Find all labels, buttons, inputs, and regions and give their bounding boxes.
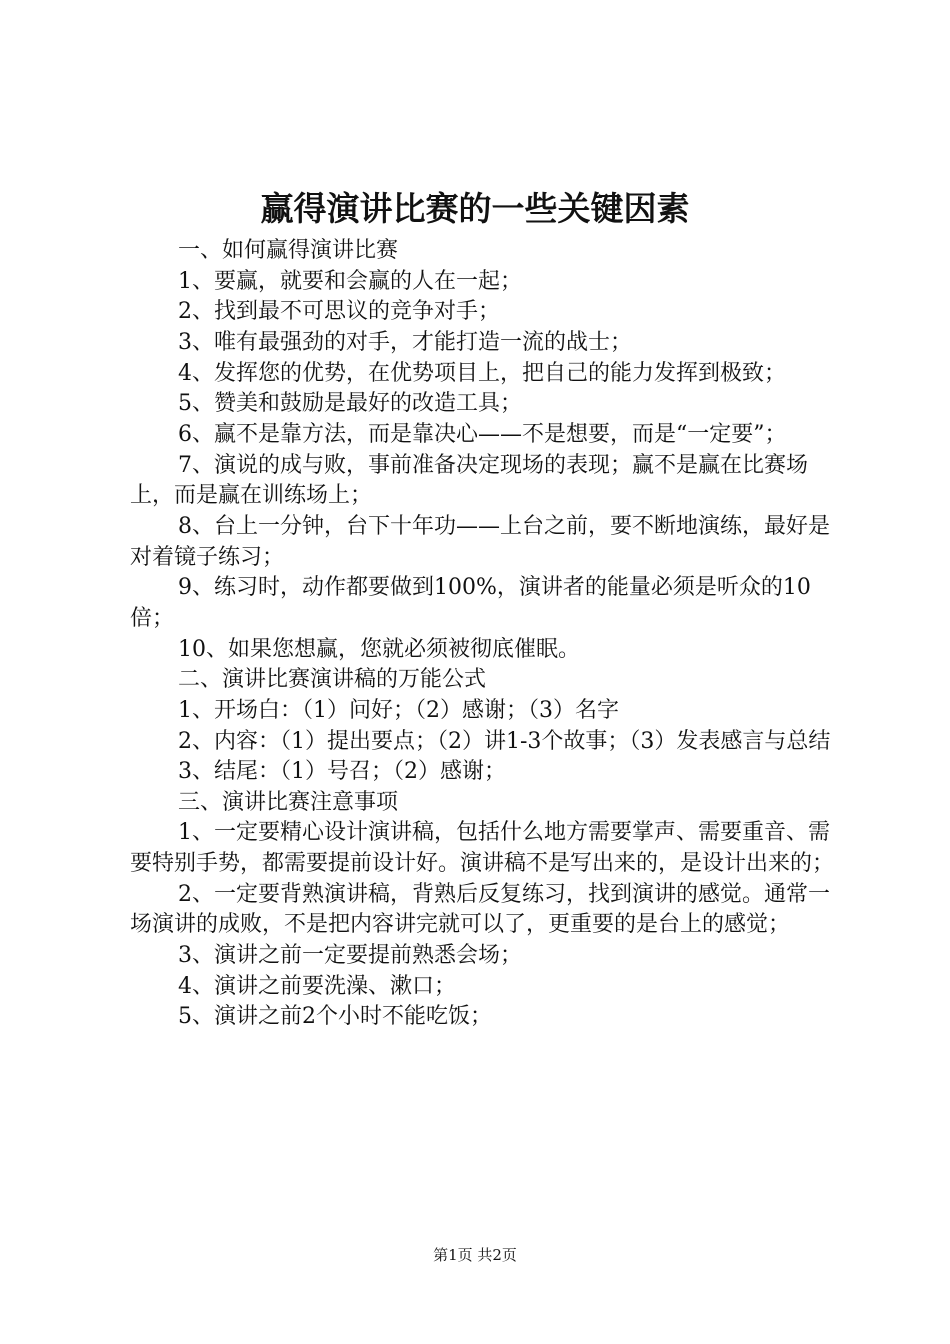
paragraph: 3、唯有最强劲的对手，才能打造一流的战士； [178,329,632,355]
paragraph: 2、一定要背熟演讲稿，背熟后反复练习，找到演讲的感觉。通常一场演讲的成败，不是把内容讲完就可以了，更重要的是台上的感觉； [130,881,830,938]
paragraph: 3、结尾：（1）号召；（2）感谢； [178,759,506,785]
section-heading-1: 一、如何赢得演讲比赛 [178,238,399,263]
paragraph: 1、一定要精心设计演讲稿，包括什么地方需要掌声、需要重音、需要特别手势，都需要提前设计好。演讲稿不是写出来的，是设计出来的； [130,820,835,877]
page-footer: 第1页 共2页 [433,1246,517,1264]
section-heading-2: 二、演讲比赛演讲稿的万能公式 [178,667,487,693]
paragraph: 2、找到最不可思议的竞争对手； [178,299,500,325]
paragraph: 4、发挥您的优势，在优势项目上，把自己的能力发挥到极致； [178,360,786,386]
paragraph: 7、演说的成与败，事前准备决定现场的表现；赢不是赢在比赛场上，而是赢在训练场上； [130,452,808,509]
paragraph: 4、演讲之前要洗澡、漱口； [178,973,456,999]
paragraph: 10、如果您想赢，您就必须被彻底催眠。 [178,636,580,662]
section-heading-3: 三、演讲比赛注意事项 [178,789,399,815]
paragraph: 1、要赢，就要和会赢的人在一起； [178,268,522,294]
paragraph: 5、演讲之前2个小时不能吃饭； [178,1004,492,1030]
paragraph: 9、练习时，动作都要做到100%，演讲者的能量必须是听众的10倍； [130,575,811,631]
paragraph: 6、赢不是靠方法，而是靠决心——不是想要，而是“一定要”； [178,421,787,447]
paragraph: 5、赞美和鼓励是最好的改造工具； [178,391,522,417]
paragraph: 3、演讲之前一定要提前熟悉会场； [178,943,522,969]
paragraph: 8、台上一分钟，台下十年功——上台之前，要不断地演练，最好是对着镜子练习； [130,513,830,570]
paragraph: 1、开场白：（1）问好；（2）感谢；（3）名字 [178,697,619,723]
document-title: 赢得演讲比赛的一些关键因素 [260,189,690,228]
paragraph: 2、内容：（1）提出要点；（2）讲1-3个故事；（3）发表感言与总结 [178,728,831,754]
document-body [130,236,845,1033]
